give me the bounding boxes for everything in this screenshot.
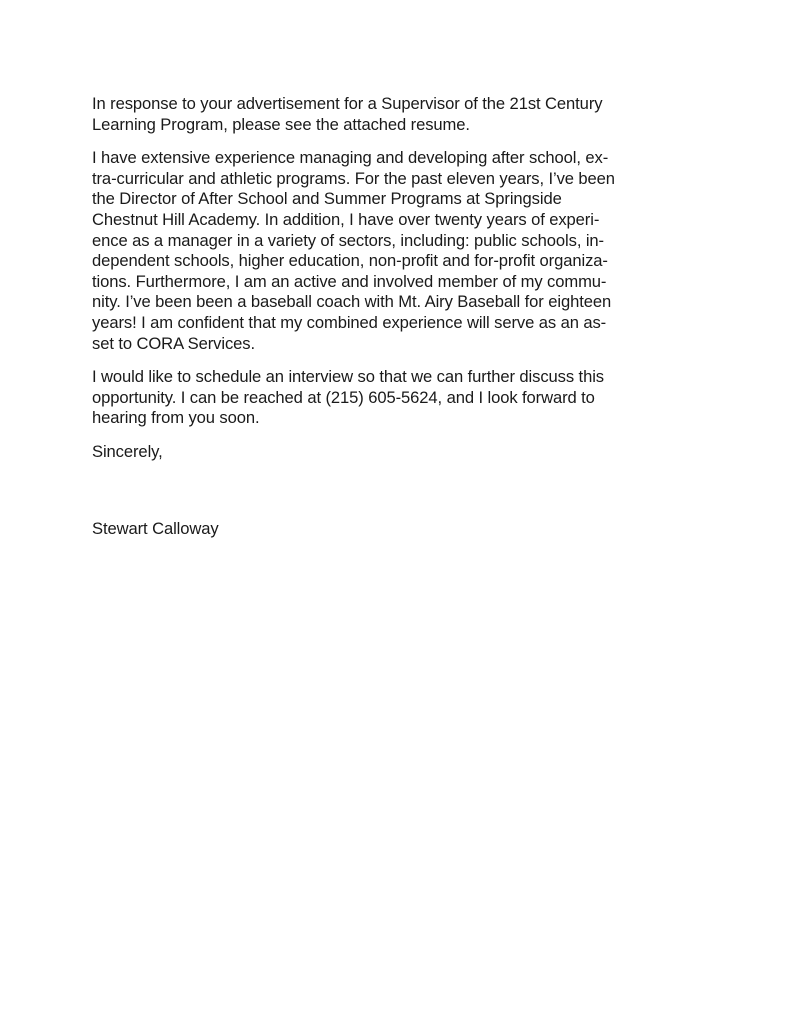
text-line: I have extensive experience managing and developing after school, ex-	[92, 148, 609, 168]
text-line: opportunity. I can be reached at (215) 605-5624, and I look forward to	[92, 387, 595, 407]
text-line: Learning Program, please see the attached resume.	[92, 114, 470, 134]
text-line: dependent schools, higher education, non-profit and for-profit organiza-	[92, 251, 608, 271]
cover-letter	[92, 94, 712, 539]
text-line: Chestnut Hill Academy. In addition, I have over twenty years of experi-	[92, 209, 600, 229]
text-line: nity. I’ve been been a baseball coach with Mt. Airy Baseball for eighteen	[92, 292, 612, 312]
text-line: I would like to schedule an interview so that we can further discuss this	[92, 367, 604, 387]
paragraph-intro	[92, 94, 712, 135]
text-line: years! I am confident that my combined experience will serve as an as-	[92, 312, 607, 332]
text-line: set to CORA Services.	[92, 333, 255, 353]
text-line: In response to your advertisement for a Supervisor of the 21st Century	[92, 94, 603, 113]
text-line: tra-curricular and athletic programs. For the past eleven years, I’ve been	[92, 168, 615, 188]
paragraph-interview-request	[92, 367, 712, 429]
text-line: the Director of After School and Summer Programs at Springside	[92, 189, 562, 209]
text-line: ence as a manager in a variety of sectors, including: public schools, in-	[92, 230, 604, 250]
signature-name: Stewart Calloway	[92, 518, 219, 538]
text-line: tions. Furthermore, I am an active and involved member of my commu-	[92, 271, 607, 291]
closing-salutation: Sincerely,	[92, 441, 163, 461]
text-line: hearing from you soon.	[92, 408, 260, 428]
paragraph-experience	[92, 148, 712, 354]
